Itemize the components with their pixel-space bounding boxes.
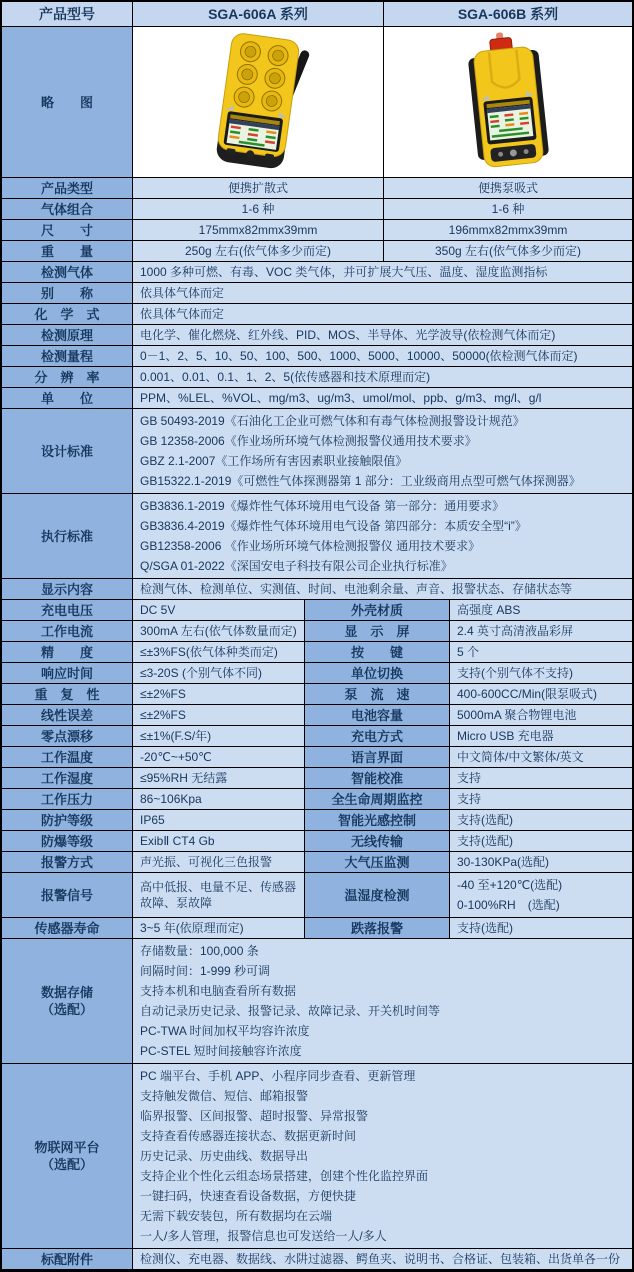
row-value-2: 支持(选配) xyxy=(450,810,632,830)
row-value-a: 1-6 种 xyxy=(133,199,384,219)
row-value-2: 5000mA 聚合物锂电池 xyxy=(450,705,632,725)
row-value-b: 便携泵吸式 xyxy=(384,178,632,198)
row-value-1: ≤95%RH 无结露 xyxy=(133,768,305,788)
row-value-b: 1-6 种 xyxy=(384,199,632,219)
table-row xyxy=(2,409,632,494)
table-row xyxy=(2,325,632,346)
table-row xyxy=(2,346,632,367)
row-value-1: ExibⅡ CT4 Gb xyxy=(133,831,305,851)
row-value: 0－1、2、5、10、50、100、500、1000、5000、10000、50000(依检测气体而定) xyxy=(133,346,632,366)
row-value-1: 86~106Kpa xyxy=(133,789,305,809)
row-value: 检测仪、充电器、数据线、水阱过滤器、鳄鱼夹、说明书、合格证、包装箱、出货单各一份 xyxy=(133,1249,632,1269)
table-row xyxy=(2,579,632,600)
row-label-2: 大气压监测 xyxy=(305,852,450,872)
row-label: 气体组合 xyxy=(2,199,133,219)
device-b-illustration xyxy=(384,28,632,176)
row-value-line: PC 端平台、手机 APP、小程序同步查看、更新管理 xyxy=(140,1069,416,1083)
table-row xyxy=(2,747,632,768)
row-label-2: 语言界面 xyxy=(305,747,450,767)
row-label: 别 称 xyxy=(2,283,133,303)
row-label-2: 单位切换 xyxy=(305,663,450,683)
row-value: 1000 多种可燃、有毒、VOC 类气体，并可扩展大气压、温度、湿度监测指标 xyxy=(133,262,632,282)
row-label: 分 辨 率 xyxy=(2,367,133,387)
row-value-1: ≤±2%FS xyxy=(133,705,305,725)
row-label-2: 全生命周期监控 xyxy=(305,789,450,809)
row-value: 电化学、催化燃烧、红外线、PID、MOS、半导体、光学波导(依检测气体而定) xyxy=(133,325,632,345)
row-value: 0.001、0.01、0.1、1、2、5(依传感器和技术原理而定) xyxy=(133,367,632,387)
row-label: 工作温度 xyxy=(2,747,133,767)
row-value xyxy=(133,939,632,1063)
row-value: 依具体气体而定 xyxy=(133,304,632,324)
row-label-2: 智能校准 xyxy=(305,768,450,788)
row-value-line: GB3836.4-2019《爆炸性气体环境用电气设备 第四部分：本质安全型“i”》 xyxy=(140,519,527,533)
row-value-line: GB15322.1-2019《可燃性气体探测器第 1 部分：工业级商用点型可燃气体探测器》 xyxy=(140,474,581,488)
row-value xyxy=(133,1064,632,1248)
row-value: PPM、%LEL、%VOL、mg/m3、ug/m3、umol/mol、ppb、g/m3、mg/l、g/l xyxy=(133,388,632,408)
table-row xyxy=(2,831,632,852)
table-row xyxy=(2,262,632,283)
row-value-line: GB 50493-2019《石油化工企业可燃气体和有毒气体检测报警设计规范》 xyxy=(140,414,525,428)
header-series-b: SGA-606B 系列 xyxy=(384,2,632,26)
row-label: 传感器寿命 xyxy=(2,918,133,938)
table-row xyxy=(2,642,632,663)
row-label-2: 电池容量 xyxy=(305,705,450,725)
row-value-1: DC 5V xyxy=(133,600,305,620)
row-value-line: 支持触发微信、短信、邮箱报警 xyxy=(140,1089,309,1103)
row-value-2: 中文简体/中文繁体/英文 xyxy=(450,747,632,767)
row-value-1: 300mA 左右(依气体数量而定) xyxy=(133,621,305,641)
row-label-2: 充电方式 xyxy=(305,726,450,746)
table-row xyxy=(2,304,632,325)
row-label xyxy=(2,409,133,493)
row-value-2: 2.4 英寸高清液晶彩屏 xyxy=(450,621,632,641)
row-value-line: PC-STEL 短时间接触容许浓度 xyxy=(140,1044,302,1058)
row-label: 检测气体 xyxy=(2,262,133,282)
table-row xyxy=(2,768,632,789)
row-value-1: ≤±2%FS xyxy=(133,684,305,704)
header-series-a: SGA-606A 系列 xyxy=(133,2,384,26)
row-label: 工作压力 xyxy=(2,789,133,809)
row-label: 报警信号 xyxy=(2,873,133,917)
row-value-2: Micro USB 充电器 xyxy=(450,726,632,746)
table-row xyxy=(2,367,632,388)
table-row xyxy=(2,494,632,579)
row-label: 重 复 性 xyxy=(2,684,133,704)
row-label-2: 跌落报警 xyxy=(305,918,450,938)
row-label: 线性误差 xyxy=(2,705,133,725)
row-value-1: -20℃~+50℃ xyxy=(133,747,305,767)
table-row xyxy=(2,810,632,831)
row-label-2: 无线传输 xyxy=(305,831,450,851)
row-label xyxy=(2,1064,133,1248)
sketch-label: 略 图 xyxy=(2,27,133,177)
row-value-a: 便携扩散式 xyxy=(133,178,384,198)
row-label: 工作电流 xyxy=(2,621,133,641)
row-label-line: 物联网平台 xyxy=(34,1140,100,1155)
device-a-cell xyxy=(133,27,384,177)
row-value-a: 175mmx82mmx39mm xyxy=(133,220,384,240)
table-row xyxy=(2,600,632,621)
table-row xyxy=(2,283,632,304)
row-value-2: 支持(选配) xyxy=(450,918,632,938)
row-label: 精 度 xyxy=(2,642,133,662)
row-label-2: 温湿度检测 xyxy=(305,873,450,917)
row-value-b: 196mmx82mmx39mm xyxy=(384,220,632,240)
row-value-line: GB3836.1-2019《爆炸性气体环境用电气设备 第一部分：通用要求》 xyxy=(140,499,505,513)
row-value-line: 存储数量：100,000 条 xyxy=(140,944,259,958)
row-value-a: 250g 左右(依气体多少而定) xyxy=(133,241,384,261)
row-label: 响应时间 xyxy=(2,663,133,683)
row-label-2: 泵 流 速 xyxy=(305,684,450,704)
table-row xyxy=(2,663,632,684)
row-label: 化 学 式 xyxy=(2,304,133,324)
row-label-2: 显 示 屏 xyxy=(305,621,450,641)
row-value-b: 350g 左右(依气体多少而定) xyxy=(384,241,632,261)
row-label-2: 智能光感控制 xyxy=(305,810,450,830)
table-row xyxy=(2,939,632,1064)
row-value: 检测气体、检测单位、实测值、时间、电池剩余量、声音、报警状态、存储状态等 xyxy=(133,579,632,599)
row-value-line: 一人/多人管理，报警信息也可发送给一人/多人 xyxy=(140,1229,387,1243)
row-label: 防爆等级 xyxy=(2,831,133,851)
row-value xyxy=(133,409,632,493)
row-label: 工作湿度 xyxy=(2,768,133,788)
row-value-line: 历史记录、历史曲线、数据导出 xyxy=(140,1149,309,1163)
row-value-1: 3~5 年(依原理而定) xyxy=(133,918,305,938)
header-product-model: 产品型号 xyxy=(2,2,133,26)
row-value-1: IP65 xyxy=(133,810,305,830)
row-value-line: 自动记录历史记录、报警记录、故障记录、开关机时间等 xyxy=(140,1004,441,1018)
row-value-1: 高中低报、电量不足、传感器故障、泵故障 xyxy=(133,873,305,917)
row-value-line: Q/SGA 01-2022《深国安电子科技有限公司企业执行标准》 xyxy=(140,559,453,573)
row-value-2: 5 个 xyxy=(450,642,632,662)
table-row xyxy=(2,789,632,810)
row-value-line: PC-TWA 时间加权平均容许浓度 xyxy=(140,1024,310,1038)
row-label: 显示内容 xyxy=(2,579,133,599)
row-value-2: 400-600CC/Min(限泵吸式) xyxy=(450,684,632,704)
row-label: 充电电压 xyxy=(2,600,133,620)
table-row xyxy=(2,705,632,726)
table-row xyxy=(2,873,632,918)
row-label-line: 执行标准 xyxy=(40,528,93,544)
row-label: 重 量 xyxy=(2,241,133,261)
row-value-line: 间隔时间：1-999 秒可调 xyxy=(140,964,271,978)
device-a-illustration xyxy=(133,28,383,176)
row-value-line: 支持查看传感器连接状态、数据更新时间 xyxy=(140,1129,357,1143)
row-value-1: ≤3-20S (个别气体不同) xyxy=(133,663,305,683)
table-row xyxy=(2,684,632,705)
row-value-1: ≤±1%(F.S/年) xyxy=(133,726,305,746)
row-value-2: 30-130KPa(选配) xyxy=(450,852,632,872)
table-row xyxy=(2,726,632,747)
row-label: 零点漂移 xyxy=(2,726,133,746)
row-value-line: 临界报警、区间报警、超时报警、异常报警 xyxy=(140,1109,369,1123)
table-row xyxy=(2,1064,632,1249)
table-row xyxy=(2,388,632,409)
row-label: 单 位 xyxy=(2,388,133,408)
row-label: 标配附件 xyxy=(2,1249,133,1269)
row-value-line: GB12358-2006 《作业场所环境气体检测报警仪 通用技术要求》 xyxy=(140,539,481,553)
header-row xyxy=(2,2,632,27)
row-value-line: GB 12358-2006《作业场所环境气体检测报警仪通用技术要求》 xyxy=(140,434,477,448)
table-row xyxy=(2,178,632,199)
row-value-2: 高强度 ABS xyxy=(450,600,632,620)
row-value: 依具体气体而定 xyxy=(133,283,632,303)
row-label xyxy=(2,939,133,1063)
row-label-line: 设计标准 xyxy=(40,443,93,459)
row-value-2: 支持 xyxy=(450,789,632,809)
row-value-line: 支持企业个性化云组态场景搭建，创建个性化监控界面 xyxy=(140,1169,429,1183)
row-label: 产品类型 xyxy=(2,178,133,198)
row-label: 报警方式 xyxy=(2,852,133,872)
row-value-line: 支持本机和电脑查看所有数据 xyxy=(140,984,297,998)
row-label: 防护等级 xyxy=(2,810,133,830)
row-value-line: 无需下载安装包，所有数据均在云端 xyxy=(140,1209,333,1223)
row-label xyxy=(2,494,133,578)
row-label: 检测原理 xyxy=(2,325,133,345)
row-value-2: 支持(选配) xyxy=(450,831,632,851)
row-label-line: 数据存储 xyxy=(40,985,93,1000)
row-value-line: GBZ 2.1-2007《工作场所有害因素职业接触限值》 xyxy=(140,454,408,468)
row-value-2-line: -40 至+120℃(选配) xyxy=(457,878,563,892)
spec-rows xyxy=(2,178,632,1269)
sketch-row xyxy=(2,27,632,178)
row-value-line: 一键扫码，快速查看设备数据，方便快捷 xyxy=(140,1189,357,1203)
table-row xyxy=(2,199,632,220)
table-row xyxy=(2,220,632,241)
row-label-line: （选配） xyxy=(40,1157,93,1172)
row-label-2: 按 键 xyxy=(305,642,450,662)
table-row xyxy=(2,621,632,642)
row-value-1: ≤±3%FS(依气体种类而定) xyxy=(133,642,305,662)
device-b-cell xyxy=(384,27,632,177)
table-row xyxy=(2,852,632,873)
row-value-2-line: 0-100%RH (选配) xyxy=(457,898,560,912)
row-label-line: （选配） xyxy=(40,1002,93,1017)
table-row xyxy=(2,1249,632,1269)
table-row xyxy=(2,918,632,939)
row-label: 尺 寸 xyxy=(2,220,133,240)
row-value xyxy=(133,494,632,578)
row-value-1: 声光振、可视化三色报警 xyxy=(133,852,305,872)
row-label-2: 外壳材质 xyxy=(305,600,450,620)
row-value-2: 支持 xyxy=(450,768,632,788)
row-value-2: 支持(个别气体不支持) xyxy=(450,663,632,683)
row-value-2 xyxy=(450,873,632,917)
row-label: 检测量程 xyxy=(2,346,133,366)
table-row xyxy=(2,241,632,262)
